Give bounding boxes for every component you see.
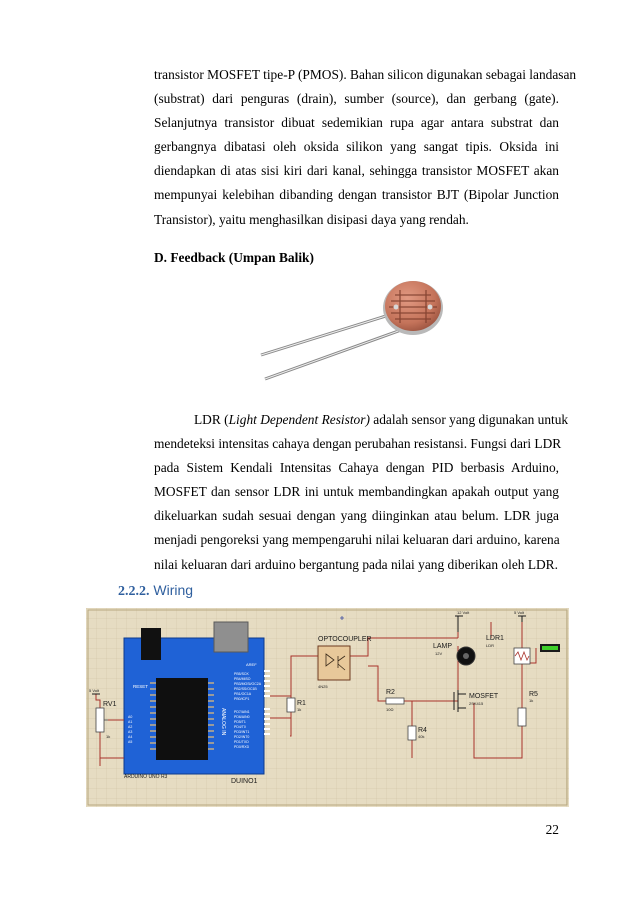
ldr-sensor-head [385, 281, 441, 331]
aref-label: AREF [246, 662, 257, 667]
lamp-value: 12V [435, 651, 443, 656]
italic-term: Light Dependent Resistor) [228, 412, 370, 427]
ldr-label: LDR1 [486, 635, 504, 642]
svg-text:A1: A1 [128, 720, 133, 724]
paragraph-first-line [154, 408, 569, 432]
svg-text:PB3/MOSI/OC2A: PB3/MOSI/OC2A [234, 682, 262, 686]
r4-value: 40k [418, 734, 425, 739]
vcc-5-label: 5 Volt [89, 688, 100, 693]
svg-text:PD2/INT0: PD2/INT0 [234, 735, 250, 739]
opto-part-label: 4N25 [318, 684, 328, 689]
r2-label: R2 [386, 689, 395, 696]
section-heading [118, 582, 193, 600]
paragraph-line: diendapkan di atas sisi kiri dari kanal, sehingga transistor MOSFET akan [154, 163, 559, 179]
paragraph-line: dikeluarkan sudah sesuai dengan yang diinginkan atau belum. LDR juga [154, 508, 559, 524]
svg-text:PD0/RXD: PD0/RXD [234, 745, 250, 749]
paragraph-line: nilai keluaran dari arduino bergantung pada nilai yang diberikan oleh LDR. [154, 556, 558, 572]
r1-value: 1k [297, 707, 302, 712]
paragraph-line: mempunyai kelebihan dibanding dengan transistor BJT (Bipolar Junction [154, 187, 559, 203]
rv1-label: RV1 [103, 701, 117, 708]
arduino-board [124, 622, 270, 785]
ldr-photo [255, 275, 475, 390]
paragraph-line: mendeteksi intensitas cahaya dengan perubahan resistansi. Fungsi dari LDR [154, 436, 562, 452]
resistor-r4 [408, 726, 427, 740]
svg-text:PD6/AIN0: PD6/AIN0 [234, 715, 250, 719]
svg-text:PD4/T0: PD4/T0 [234, 725, 246, 729]
svg-text:A0: A0 [128, 715, 133, 719]
svg-text:A2: A2 [128, 725, 133, 729]
r1-label: R1 [297, 700, 306, 707]
svg-text:A5: A5 [128, 740, 133, 744]
paragraph-line: menjadi pengoreksi yang mempengaruhi nilai keluaran dari arduino, karena [154, 532, 560, 548]
svg-text:PB4/MISO: PB4/MISO [234, 677, 251, 681]
vcc-5-label: 5 Volt [514, 610, 525, 615]
svg-text:PB2/SS/OC1B: PB2/SS/OC1B [234, 687, 257, 691]
paragraph-line: MOSFET dan sensor LDR ini untuk membandingkan apakah output yang [154, 484, 559, 500]
paragraph-line: Transistor), yaitu menghasilkan disipasi daya yang rendah. [154, 211, 469, 227]
analog-in-label: ANALOG IN [220, 708, 226, 736]
svg-text:A3: A3 [128, 730, 133, 734]
duino-label: DUINO1 [231, 778, 258, 785]
svg-text:PD3/INT1: PD3/INT1 [234, 730, 250, 734]
section-title: Wiring [153, 582, 194, 598]
mosfet-part-label: 2SK415 [469, 701, 484, 706]
r5-label: R5 [529, 691, 538, 698]
inline-text: LDR ( [194, 412, 229, 427]
svg-text:PD5/T1: PD5/T1 [234, 720, 246, 724]
page-number: 22 [545, 822, 559, 837]
section-number: 2.2.2. [118, 584, 150, 599]
svg-text:PB1/OC1A: PB1/OC1A [234, 692, 252, 696]
reset-label: RESET [133, 684, 149, 689]
lamp-label: LAMP [433, 643, 453, 650]
ldr-paragraph [154, 408, 569, 577]
svg-text:PD7/AIN1: PD7/AIN1 [234, 710, 250, 714]
arduino-name-label: ARDUINO UNO R3 [124, 774, 168, 780]
svg-text:PD1/TXD: PD1/TXD [234, 740, 249, 744]
r4-label: R4 [418, 727, 427, 734]
feedback-heading: D. Feedback (Umpan Balik) [154, 250, 314, 265]
optocoupler-label: OPTOCOUPLER [318, 636, 372, 643]
r5-value: 1k [529, 698, 534, 703]
paragraph-line: Selanjutnya transistor dibuat sedemikian rupa agar antara substrat dan [154, 115, 559, 131]
r2-value: 10Ω [386, 707, 394, 712]
wiring-schematic [86, 608, 569, 807]
vcc-12-label: 12 Volt [457, 610, 470, 615]
ldr-type-label: LDR [486, 643, 495, 648]
paragraph-line: transistor MOSFET tipe-P (PMOS). Bahan silicon digunakan sebagai landasan [154, 67, 577, 82]
svg-text:PB5/SCK: PB5/SCK [234, 672, 249, 676]
paragraph-line: gerbangnya dibatasi oleh oksida silikon yang sangat tipis. Oksida ini [154, 139, 559, 155]
rv1-value: 1k [106, 734, 111, 739]
mosfet-label: MOSFET [469, 693, 499, 700]
inline-text: adalah sensor yang digunakan untuk [369, 412, 569, 427]
svg-text:A4: A4 [128, 735, 133, 739]
intro-paragraph [154, 63, 577, 232]
svg-text:PB0/ICP1: PB0/ICP1 [234, 697, 250, 701]
paragraph-line: pada Sistem Kendali Intensitas Cahaya dengan PID berbasis Arduino, [154, 460, 559, 476]
paragraph-line: (substrat) dari penguras (drain), sumber (source), dan gerbang (gate). [154, 91, 559, 107]
